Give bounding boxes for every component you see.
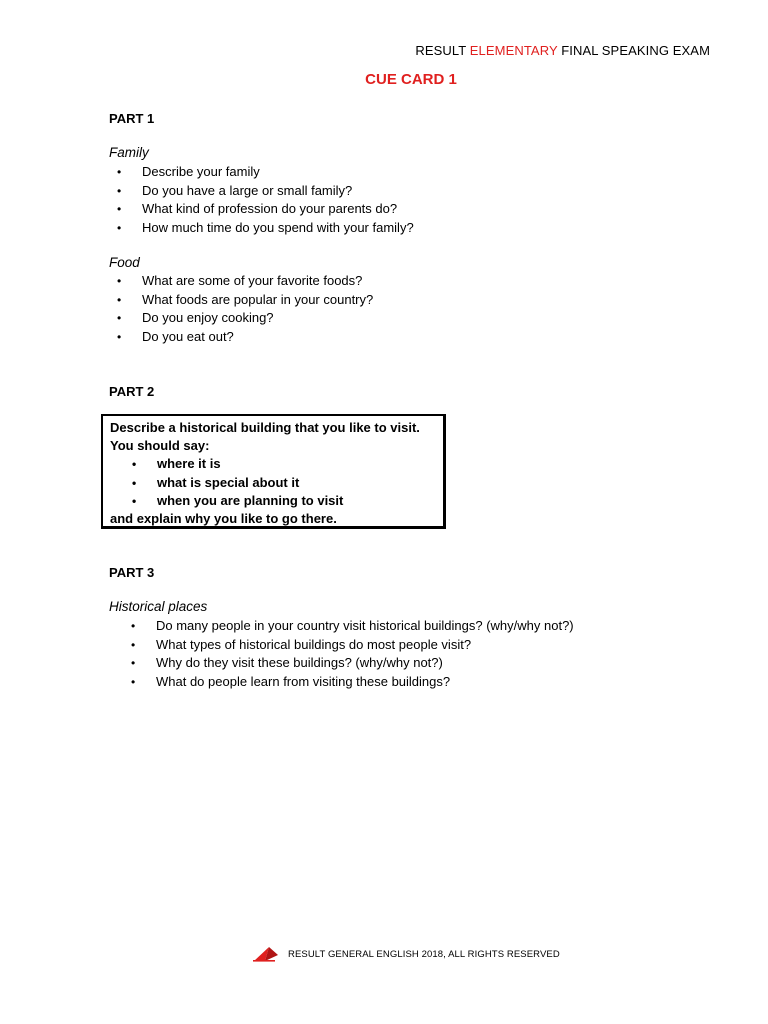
- cue-should-say: You should say:: [110, 438, 210, 453]
- header-level: ELEMENTARY: [469, 43, 558, 58]
- list-item: • What are some of your favorite foods?: [142, 272, 373, 291]
- page-footer: [252, 945, 560, 963]
- bullet-icon: •: [117, 311, 122, 325]
- page-title: CUE CARD 1: [365, 71, 457, 88]
- list-item: • Do you eat out?: [142, 328, 373, 347]
- food-question-list: [117, 272, 374, 346]
- bullet-icon: •: [131, 674, 136, 689]
- footer-copyright: RESULT GENERAL ENGLISH 2018, ALL RIGHTS RESERVED: [288, 948, 560, 960]
- bullet-icon: •: [132, 457, 137, 471]
- cue-card-box: [101, 414, 446, 529]
- bullet-icon: •: [117, 165, 122, 179]
- list-item: • How much time do you spend with your family?: [142, 219, 414, 238]
- list-item: • where it is: [157, 455, 343, 474]
- bullet-icon: •: [117, 183, 122, 198]
- list-item: • What do people learn from visiting these buildings?: [156, 673, 574, 692]
- header-suffix: FINAL SPEAKING EXAM: [561, 43, 710, 58]
- cue-points-list: [132, 455, 344, 511]
- part1-heading: PART 1: [109, 111, 155, 126]
- bullet-icon: •: [117, 220, 122, 235]
- list-item: • Describe your family: [142, 163, 414, 182]
- bullet-icon: •: [117, 292, 122, 307]
- bullet-icon: •: [131, 656, 136, 670]
- list-item: • Do you enjoy cooking?: [142, 309, 373, 328]
- list-item: • What types of historical buildings do most people visit?: [156, 636, 574, 655]
- part3-heading: PART 3: [109, 565, 155, 580]
- list-item: • when you are planning to visit: [157, 492, 343, 511]
- list-item: • Do you have a large or small family?: [142, 182, 414, 201]
- list-item: • What kind of profession do your parents do?: [142, 200, 414, 219]
- exam-header: [415, 43, 710, 58]
- bullet-icon: •: [131, 619, 136, 633]
- list-item: • What foods are popular in your country?: [142, 291, 373, 310]
- bullet-icon: •: [132, 494, 137, 508]
- bullet-icon: •: [117, 274, 122, 288]
- part2-heading: PART 2: [109, 384, 155, 399]
- historical-places-heading: Historical places: [109, 599, 208, 614]
- bullet-icon: •: [131, 637, 136, 652]
- bullet-icon: •: [117, 329, 122, 344]
- bullet-icon: •: [132, 475, 137, 490]
- food-heading: Food: [109, 255, 140, 270]
- family-question-list: [117, 163, 414, 237]
- list-item: • Do many people in your country visit historical buildings? (why/why not?): [156, 617, 574, 636]
- list-item: • Why do they visit these buildings? (why/why not?): [156, 654, 574, 673]
- result-logo-icon: [252, 945, 280, 963]
- family-heading: Family: [109, 145, 149, 160]
- historical-question-list: [131, 617, 574, 691]
- bullet-icon: •: [117, 202, 122, 216]
- header-prefix: RESULT: [415, 43, 467, 58]
- cue-closing: and explain why you like to go there.: [110, 511, 337, 526]
- list-item: • what is special about it: [157, 474, 343, 493]
- cue-prompt: Describe a historical building that you like to visit.: [110, 420, 420, 435]
